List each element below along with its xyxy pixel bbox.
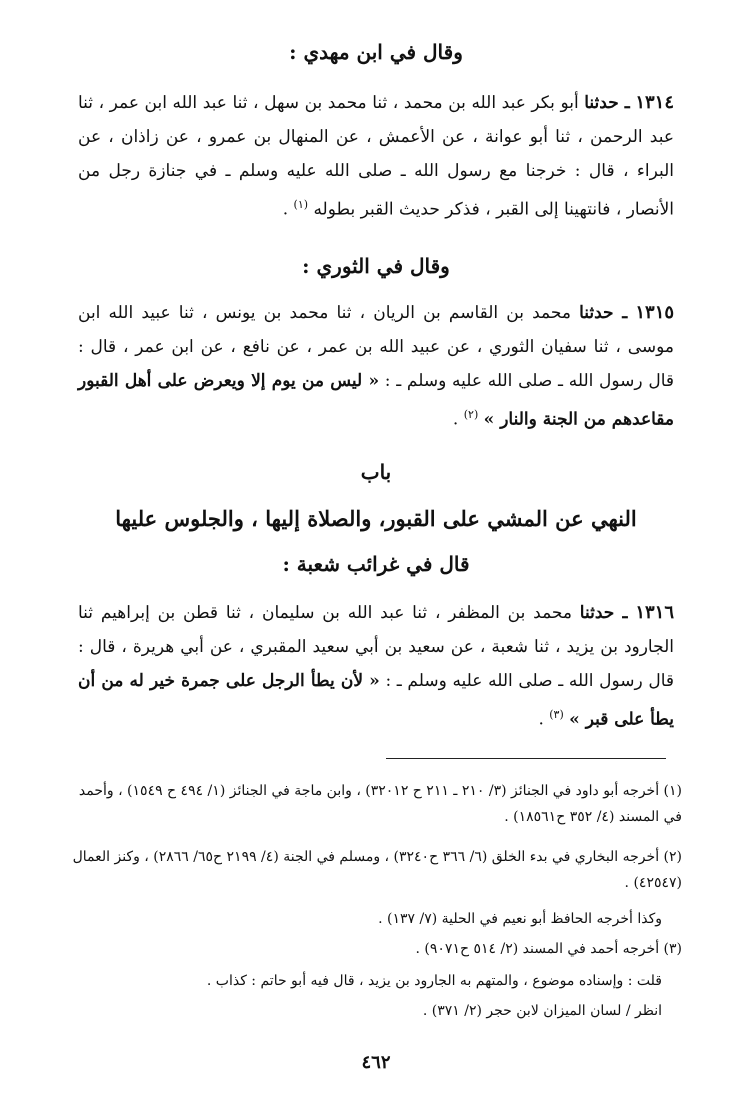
hadith-end: .: [282, 199, 289, 220]
heading-bab: باب: [360, 460, 392, 484]
footnote-divider: [386, 758, 666, 759]
hadith-lead: ـ حدثنا: [579, 603, 628, 623]
hadith-1316: [78, 596, 674, 737]
footnote-1: (١) أخرجه أبو داود في الجنائز (٣/ ٢١٠ ـ ٢١١ ح ٣٢٠١٢) ، وابن ماجة في الجنائز (١/ ٤٩٤ ح ١٥٤٩) ، وأحمد في المسند (٤/ ٣٥٢ ح١٨٥٦١) .: [78, 783, 682, 825]
hadith-number: ١٣١٦: [635, 602, 675, 623]
footnote-mark: (٣): [549, 708, 564, 721]
footnote-mark: (٢): [463, 408, 479, 421]
footnote-3-comment: قلت : وإسناده موضوع ، والمتهم به الجارود بن يزيد ، قال فيه أبو حاتم : كذاب .: [206, 973, 662, 989]
hadith-text: أبو بكر عبد الله بن محمد ، ثنا محمد بن سهل ، ثنا عبد الله ابن عمر ، ثنا عبد الرحمن ، ثنا أبو عوانة ، عن الأعمش ، عن المنهال بن عمرو ، عن زاذان ، عن البراء ، قال : خرجنا مع رسول الله ـ صلى الله عليه وسلم ـ في جنازة رجل من الأنصار ، فانتهينا إلى القبر ، فذكر حديث القبر بطوله: [78, 93, 674, 220]
hadith-text: محمد بن القاسم بن الريان ، ثنا محمد بن يونس ، ثنا عبيد الله ابن موسى ، ثنا سفيان الثوري ، عن عبيد الله بن عمر ، عن نافع ، عن ابن عمر ، قال : قال رسول الله ـ صلى الله عليه وسلم ـ :: [78, 303, 675, 391]
heading-gharaib: قال في غرائب شعبة :: [282, 552, 470, 576]
hadith-end: .: [538, 709, 544, 730]
heading-bab-title: النهي عن المشي على القبور، والصلاة إليها ، والجلوس عليها: [115, 506, 637, 531]
footnote-mark: (١): [293, 198, 309, 211]
footnote-3-reference: انظر / لسان الميزان لابن حجر (٢/ ٣٧١) .: [422, 1003, 662, 1019]
hadith-lead: ـ حدثنا: [584, 93, 630, 113]
footnote-2-extra: وكذا أخرجه الحافظ أبو نعيم في الحلية (٧/ ١٣٧) .: [378, 911, 662, 927]
hadith-lead: ـ حدثنا: [579, 303, 628, 323]
hadith-number: ١٣١٥: [635, 302, 675, 323]
hadith-quote: « لأن يطأ الرجل على جمرة خير له من أن يطأ على قبر »: [78, 671, 674, 730]
page-number: ٤٦٢: [361, 1052, 391, 1073]
footnote-3: (٣) أخرجه أحمد في المسند (٢/ ٥١٤ ح٩٠٧١) .: [415, 941, 682, 957]
heading-ibn-mahdi: وقال في ابن مهدي :: [289, 40, 463, 64]
hadith-text: محمد بن المظفر ، ثنا عبد الله بن سليمان ، ثنا قطن بن إبراهيم ثنا الجارود بن يزيد ، ثنا شعبة ، عن سعيد بن أبي سعيد المقبري ، عن أبي هريرة ، قال : قال رسول الله ـ صلى الله عليه وسلم ـ :: [78, 603, 674, 691]
heading-thawri: وقال في الثوري :: [302, 254, 450, 278]
hadith-1315: [78, 296, 674, 437]
hadith-end: .: [452, 409, 459, 430]
hadith-number: ١٣١٤: [635, 92, 675, 113]
hadith-quote: « ليس من يوم إلا ويعرض على أهل القبور مقاعدهم من الجنة والنار »: [78, 371, 674, 430]
footnote-2: (٢) أخرجه البخاري في بدء الخلق (٦/ ٣٦٦ ح٣٢٤٠) ، ومسلم في الجنة (٤/ ٢١٩٩ ح٦٥/ ٢٨٦٦) ، وكنز العمال (٤٢٥٤٧) .: [72, 849, 682, 891]
hadith-1314: [78, 86, 674, 227]
